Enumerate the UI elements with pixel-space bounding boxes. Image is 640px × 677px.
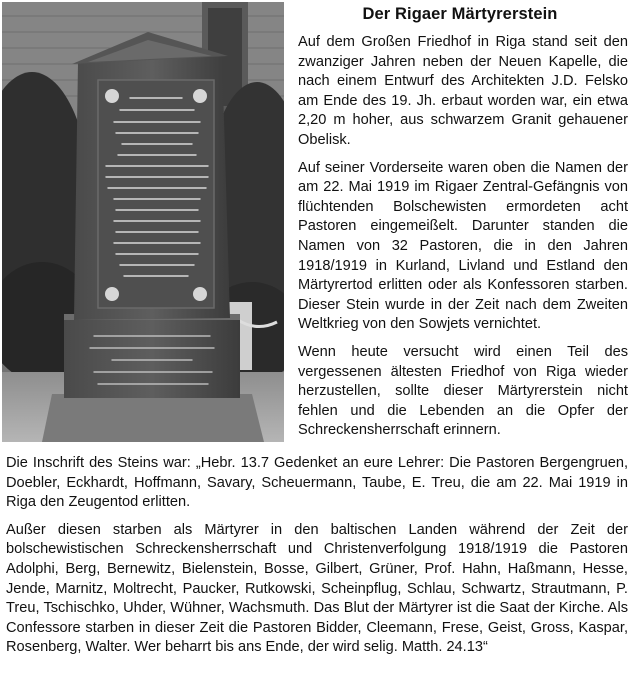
paragraph-inscription-description: Auf seiner Vorderseite waren oben die Namen der am 22. Mai 1919 im Rigaer Zentral-Gefängnis von flüchtenden Bolschewisten ermordeten acht Pastoren eingemeißelt. Darunter standen die Namen von 32 Pastoren, die in den Jahren 1918/1919 in Kurland, Livland und Estland den Märtyrertod erlitten oder als Konfessoren starben. Dieser Stein wurde in der Zeit nach dem Zweiten Weltkrieg von den Sowjets vernichtet. — [298, 159, 628, 333]
intro-column — [298, 33, 628, 441]
inscription-section — [6, 454, 628, 658]
memorial-stone-photo — [2, 2, 284, 442]
paragraph-inscription-text: Die Inschrift des Steins war: „Hebr. 13.7 Gedenket an eure Lehrer: Die Pastoren Bergengruen, Doebler, Eckhardt, Hoffmann, Savary, Scheuermann, Taube, E. Treu, die am 22. Mai 1919 in Riga den Zeugentod erlitten. — [6, 455, 628, 511]
page-title: Der Rigaer Märtyrerstein — [362, 5, 558, 23]
paragraph-location: Auf dem Großen Friedhof in Riga stand seit den zwanziger Jahren neben der Neuen Kapelle, die nach einem Entwurf des Architekten J.D. Felsko am Ende des 19. Jh. erbaut worden war, ein etwa 2,20 m hoher, aus schwarzem Granit gehauener Obelisk. — [298, 34, 628, 148]
paragraph-martyr-list: Außer diesen starben als Märtyrer in den baltischen Landen während der Zeit der bolschewistischen Schreckensherrschaft und Christenverfolgung 1918/1919 die Pastoren Adolphi, Berg, Bernewitz, Bielenstein, Bosse, Gilbert, Grüner, Prof. Hahn, Haßmann, Hesse, Jende, Marnitz, Moltrecht, Paucker, Rutkowski, Scheinpflug, Schlau, Schwartz, Strautmann, P. Treu, Tschischko, Uhder, Wühner, Wachsmuth. Das Blut der Märtyrer ist die Saat der Kirche. Als Confessore starben in dieser Zeit die Pastoren Bidder, Cleemann, Frese, Geist, Gross, Kaspar, Rosenberg, Walter. Wer beharrt bis ans Ende, der wird selig. Matth. 24.13“ — [6, 521, 628, 656]
memorial-obelisk-photo-icon — [2, 2, 284, 442]
paragraph-restoration-appeal: Wenn heute versucht wird einen Teil des vergessenen ältesten Friedhof von Riga wieder herzustellen, sollte dieser Märtyrerstein nicht fehlen und die Lebenden an die Opfer der Schreckensherrschaft erinnern. — [298, 343, 628, 439]
